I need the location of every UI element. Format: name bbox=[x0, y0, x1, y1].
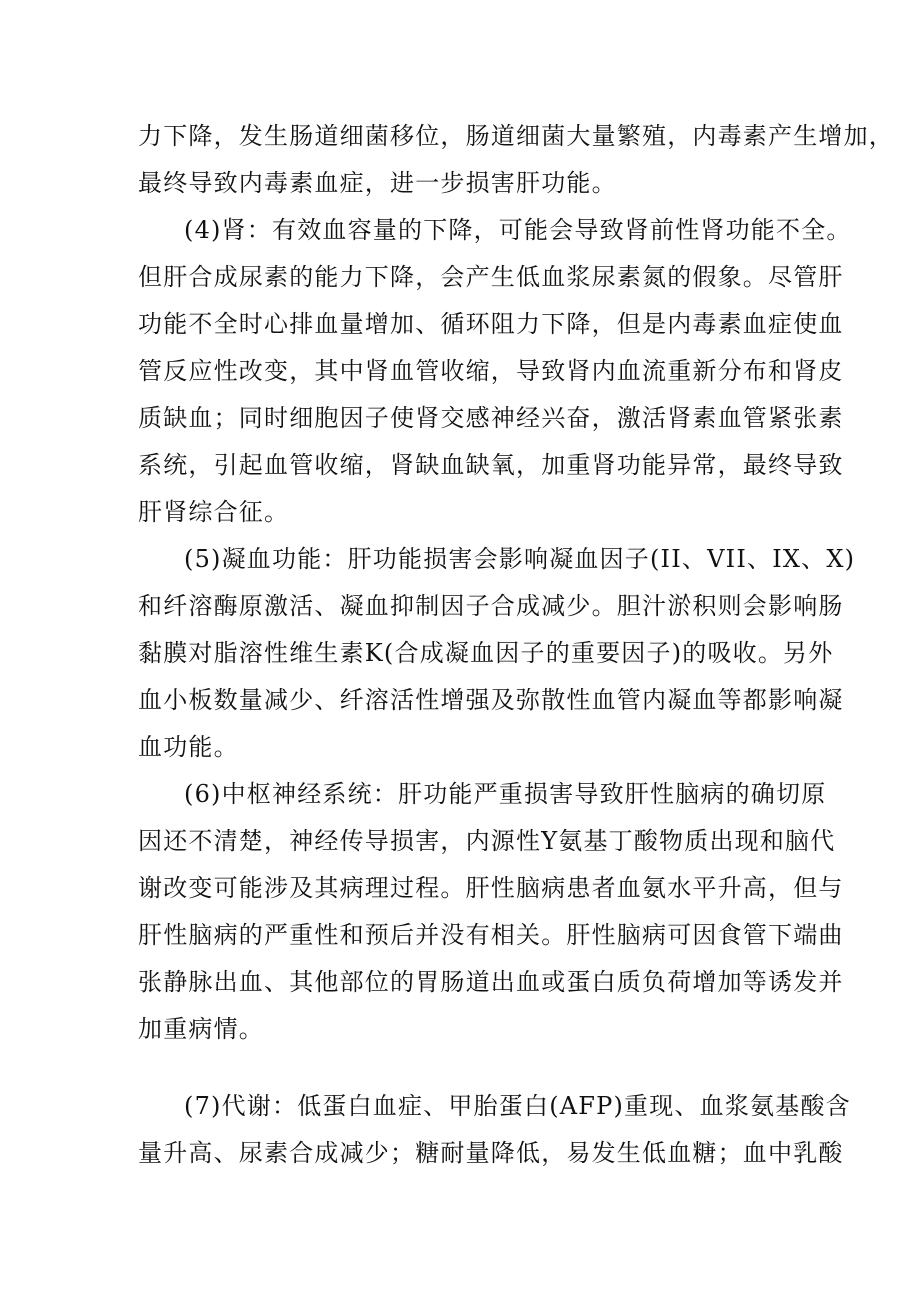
text-line-14-text: 血功能。 bbox=[138, 733, 239, 761]
section-7-heading: (7)代谢：低蛋白血症、甲胎蛋白(AFP)重现、血浆氨基酸含 bbox=[184, 1092, 851, 1120]
text-line-5-text: 功能不全时心排血量增加、循环阻力下降，但是内毒素血症使血 bbox=[138, 310, 844, 338]
section-6-heading: (6)中枢神经系统：肝功能严重损害导致肝性脑病的确切原 bbox=[184, 780, 827, 808]
text-line-14 bbox=[0, 727, 920, 767]
text-line-22 bbox=[0, 1133, 920, 1173]
section-6-start bbox=[0, 774, 920, 814]
text-line-20-text: 加重病情。 bbox=[138, 1015, 264, 1043]
text-line-18 bbox=[0, 915, 920, 955]
text-line-16-text: 因还不清楚，神经传导损害，内源性Y氨基丁酸物质出现和脑代 bbox=[138, 827, 836, 855]
text-line-8-text: 系统，引起血管收缩，肾缺血缺氧，加重肾功能异常，最终导致 bbox=[138, 451, 844, 479]
section-5-heading: (5)凝血功能：肝功能损害会影响凝血因子(II、VII、IX、X) bbox=[184, 545, 856, 573]
text-line-6 bbox=[0, 351, 920, 391]
section-4-heading: (4)肾：有效血容量的下降，可能会导致肾前性肾功能不全。 bbox=[184, 216, 852, 244]
text-line-4-text: 但肝合成尿素的能力下降，会产生低血浆尿素氮的假象。尽管肝 bbox=[138, 263, 844, 291]
text-line-5 bbox=[0, 304, 920, 344]
text-line-4 bbox=[0, 257, 920, 297]
text-line-1-text: 力下降，发生肠道细菌移位，肠道细菌大量繁殖，内毒素产生增加， bbox=[138, 122, 894, 150]
text-line-11-text: 和纤溶酶原激活、凝血抑制因子合成减少。胆汁淤积则会影响肠 bbox=[138, 592, 844, 620]
text-line-7-text: 质缺血；同时细胞因子使肾交感神经兴奋，激活肾素血管紧张素 bbox=[138, 404, 844, 432]
text-line-16 bbox=[0, 821, 920, 861]
section-7-start bbox=[0, 1086, 920, 1126]
text-line-13-text: 血小板数量减少、纤溶活性增强及弥散性血管内凝血等都影响凝 bbox=[138, 686, 844, 714]
text-line-19-text: 张静脉出血、其他部位的胃肠道出血或蛋白质负荷增加等诱发并 bbox=[138, 968, 844, 996]
text-line-2 bbox=[0, 163, 920, 203]
text-line-17-text: 谢改变可能涉及其病理过程。肝性脑病患者血氨水平升高，但与 bbox=[138, 874, 844, 902]
text-line-7 bbox=[0, 398, 920, 438]
text-line-1 bbox=[0, 116, 920, 156]
text-line-9-text: 肝肾综合征。 bbox=[138, 498, 290, 526]
text-line-12-text: 黏膜对脂溶性维生素K(合成凝血因子的重要因子)的吸收。另外 bbox=[138, 639, 834, 667]
section-4-start bbox=[0, 210, 920, 250]
text-line-19 bbox=[0, 962, 920, 1002]
text-line-6-text: 管反应性改变，其中肾血管收缩，导致肾内血流重新分布和肾皮 bbox=[138, 357, 844, 385]
text-line-2-text: 最终导致内毒素血症，进一步损害肝功能。 bbox=[138, 169, 617, 197]
text-line-8 bbox=[0, 445, 920, 485]
text-line-18-text: 肝性脑病的严重性和预后并没有相关。肝性脑病可因食管下端曲 bbox=[138, 921, 844, 949]
text-line-17 bbox=[0, 868, 920, 908]
text-line-13 bbox=[0, 680, 920, 720]
text-line-11 bbox=[0, 586, 920, 626]
text-line-9 bbox=[0, 492, 920, 532]
text-line-12 bbox=[0, 633, 920, 673]
text-line-20 bbox=[0, 1009, 920, 1049]
text-line-22-text: 量升高、尿素合成减少；糖耐量降低，易发生低血糖；血中乳酸 bbox=[138, 1139, 844, 1167]
section-5-start bbox=[0, 539, 920, 579]
